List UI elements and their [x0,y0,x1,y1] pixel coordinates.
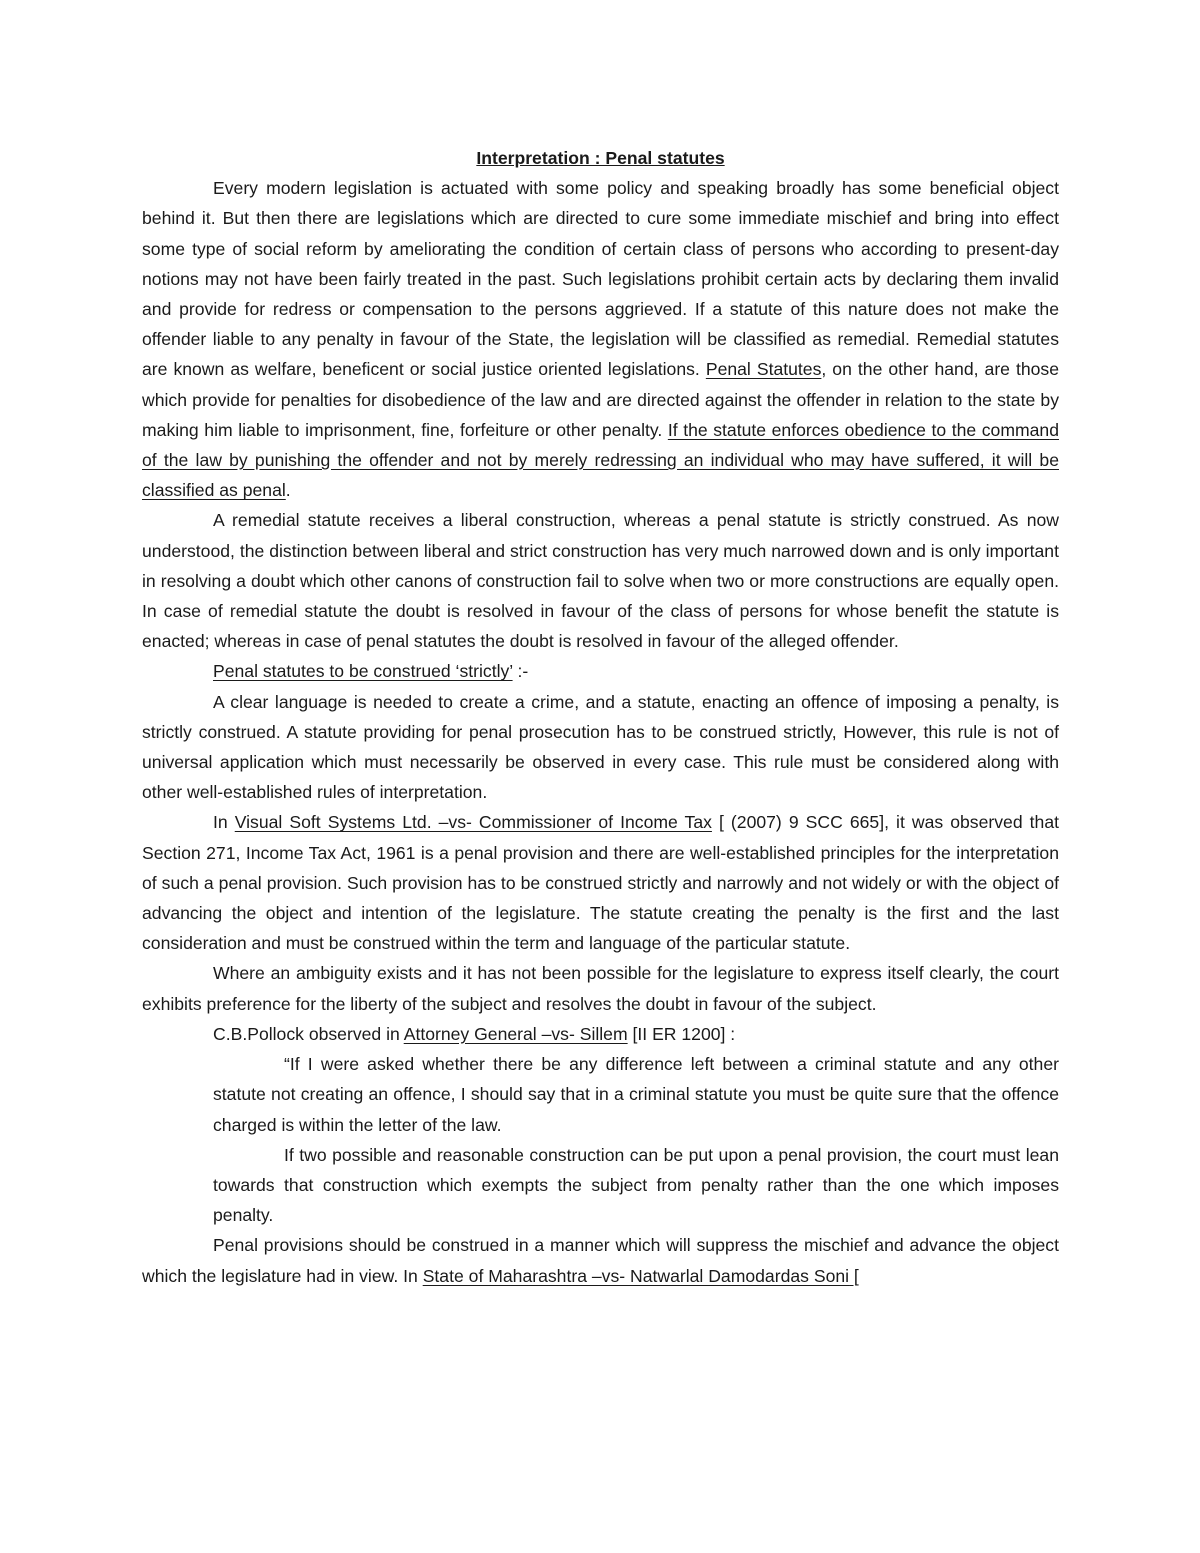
page-title: Interpretation : Penal statutes [476,148,725,168]
text-span: Penal provisions should be construed in a manner which will suppress the mischief and advance the object which the legislature had in view. In [142,1235,1059,1286]
text-span: [II ER 1200] : [627,1023,736,1044]
section-heading-strict-construction [142,656,1059,686]
paragraph-suppress-mischief [142,1230,1059,1290]
quote-paragraph-1: “If I were asked whether there be any difference left between a criminal statute and any other statute not creating an offence, I should say that in a criminal statute you must be quite sure that the offence charged is within the letter of the law. [213,1054,1059,1135]
case-name-visual-soft: Visual Soft Systems Ltd. –vs- Commissioner of Income Tax [234,812,712,833]
underlined-definition-penal: If the statute enforces obedience to the command of the law by punishing the offender and not by merely redressing an individual who may have suffered, it will be classified as penal [142,419,1059,501]
case-name-state-maharashtra: State of Maharashtra –vs- Natwarlal Damodardas Soni [422,1265,850,1286]
document-body [142,143,1059,1291]
text-span: In [213,812,235,833]
paragraph-pollock [142,1019,1059,1049]
section-heading-text: Penal statutes to be construed ‘strictly’ [213,661,513,682]
text-span: [ [849,1265,859,1286]
text-span: C.B.Pollock observed in [213,1023,404,1044]
paragraph-penal-vs-remedial [142,173,1059,505]
paragraph-construction: A remedial statute receives a liberal construction, whereas a penal statute is strictly construed. As now understood, the distinction between liberal and strict construction has very much narrowed down and is only important in resolving a doubt which other canons of construction fail to solve when two or more constructions are equally open. In case of remedial statute the doubt is resolved in favour of the class of persons for whose benefit the statute is enacted; whereas in case of penal statutes the doubt is resolved in favour of the alleged offender. [142,510,1059,652]
quote-paragraph-2: If two possible and reasonable construction can be put upon a penal provision, the court must lean towards that construction which exempts the subject from penalty rather than the one which imposes penalty. [213,1144,1059,1226]
text-span: , on the other hand, are those which provide for penalties for disobedience of the law and are directed against the offender in relation to the state by making him liable to imprisonment, fine, forfeiture or other penalty. [142,359,1060,440]
paragraph-clear-language: A clear language is needed to create a crime, and a statute, enacting an offence of imposing a penalty, is strictly construed. A statute providing for penal prosecution has to be construed strictly, However, this rule is not of universal application which must necessarily be observed in every case. This rule must be considered along with other well-established rules of interpretation. [142,691,1059,803]
case-name-attorney-general: Attorney General –vs- Sillem [403,1023,628,1044]
text-span: [ (2007) 9 SCC 665], it was observed that Section 271, Income Tax Act, 1961 is a penal provision and there are well-established principles for the interpretation of such a penal provision. Such provision has to be construed strictly and narrowly and not widely or with the object of advancing the object and intention of the legislature. The statute creating the penalty is the first and the last consideration and must be construed within the term and language of the particular statute. [142,812,1060,954]
paragraph-ambiguity: Where an ambiguity exists and it has not been possible for the legislature to express itself clearly, the court exhibits preference for the liberty of the subject and resolves the doubt in favour of the subject. [142,963,1059,1014]
text-span: . [285,480,291,501]
paragraph-visual-soft-case [142,807,1059,958]
text-span: :- [512,661,529,682]
underlined-term-penal-statutes: Penal Statutes [705,359,822,380]
text-span: Every modern legislation is actuated with some policy and speaking broadly has some beneficial object behind it. But then there are legislations which are directed to cure some immediate mischief and bring into effect some type of social reform by ameliorating the condition of certain class of persons who according to present-day notions may not have been fairly treated in the past. Such legislations prohibit certain acts by declaring them invalid and provide for redress or compensation to the persons aggrieved. If a statute of this nature does not make the offender liable to any penalty in favour of the State, the legislation will be classified as remedial. Remedial statutes are known as welfare, beneficent or social justice oriented legislations. [142,178,1059,380]
